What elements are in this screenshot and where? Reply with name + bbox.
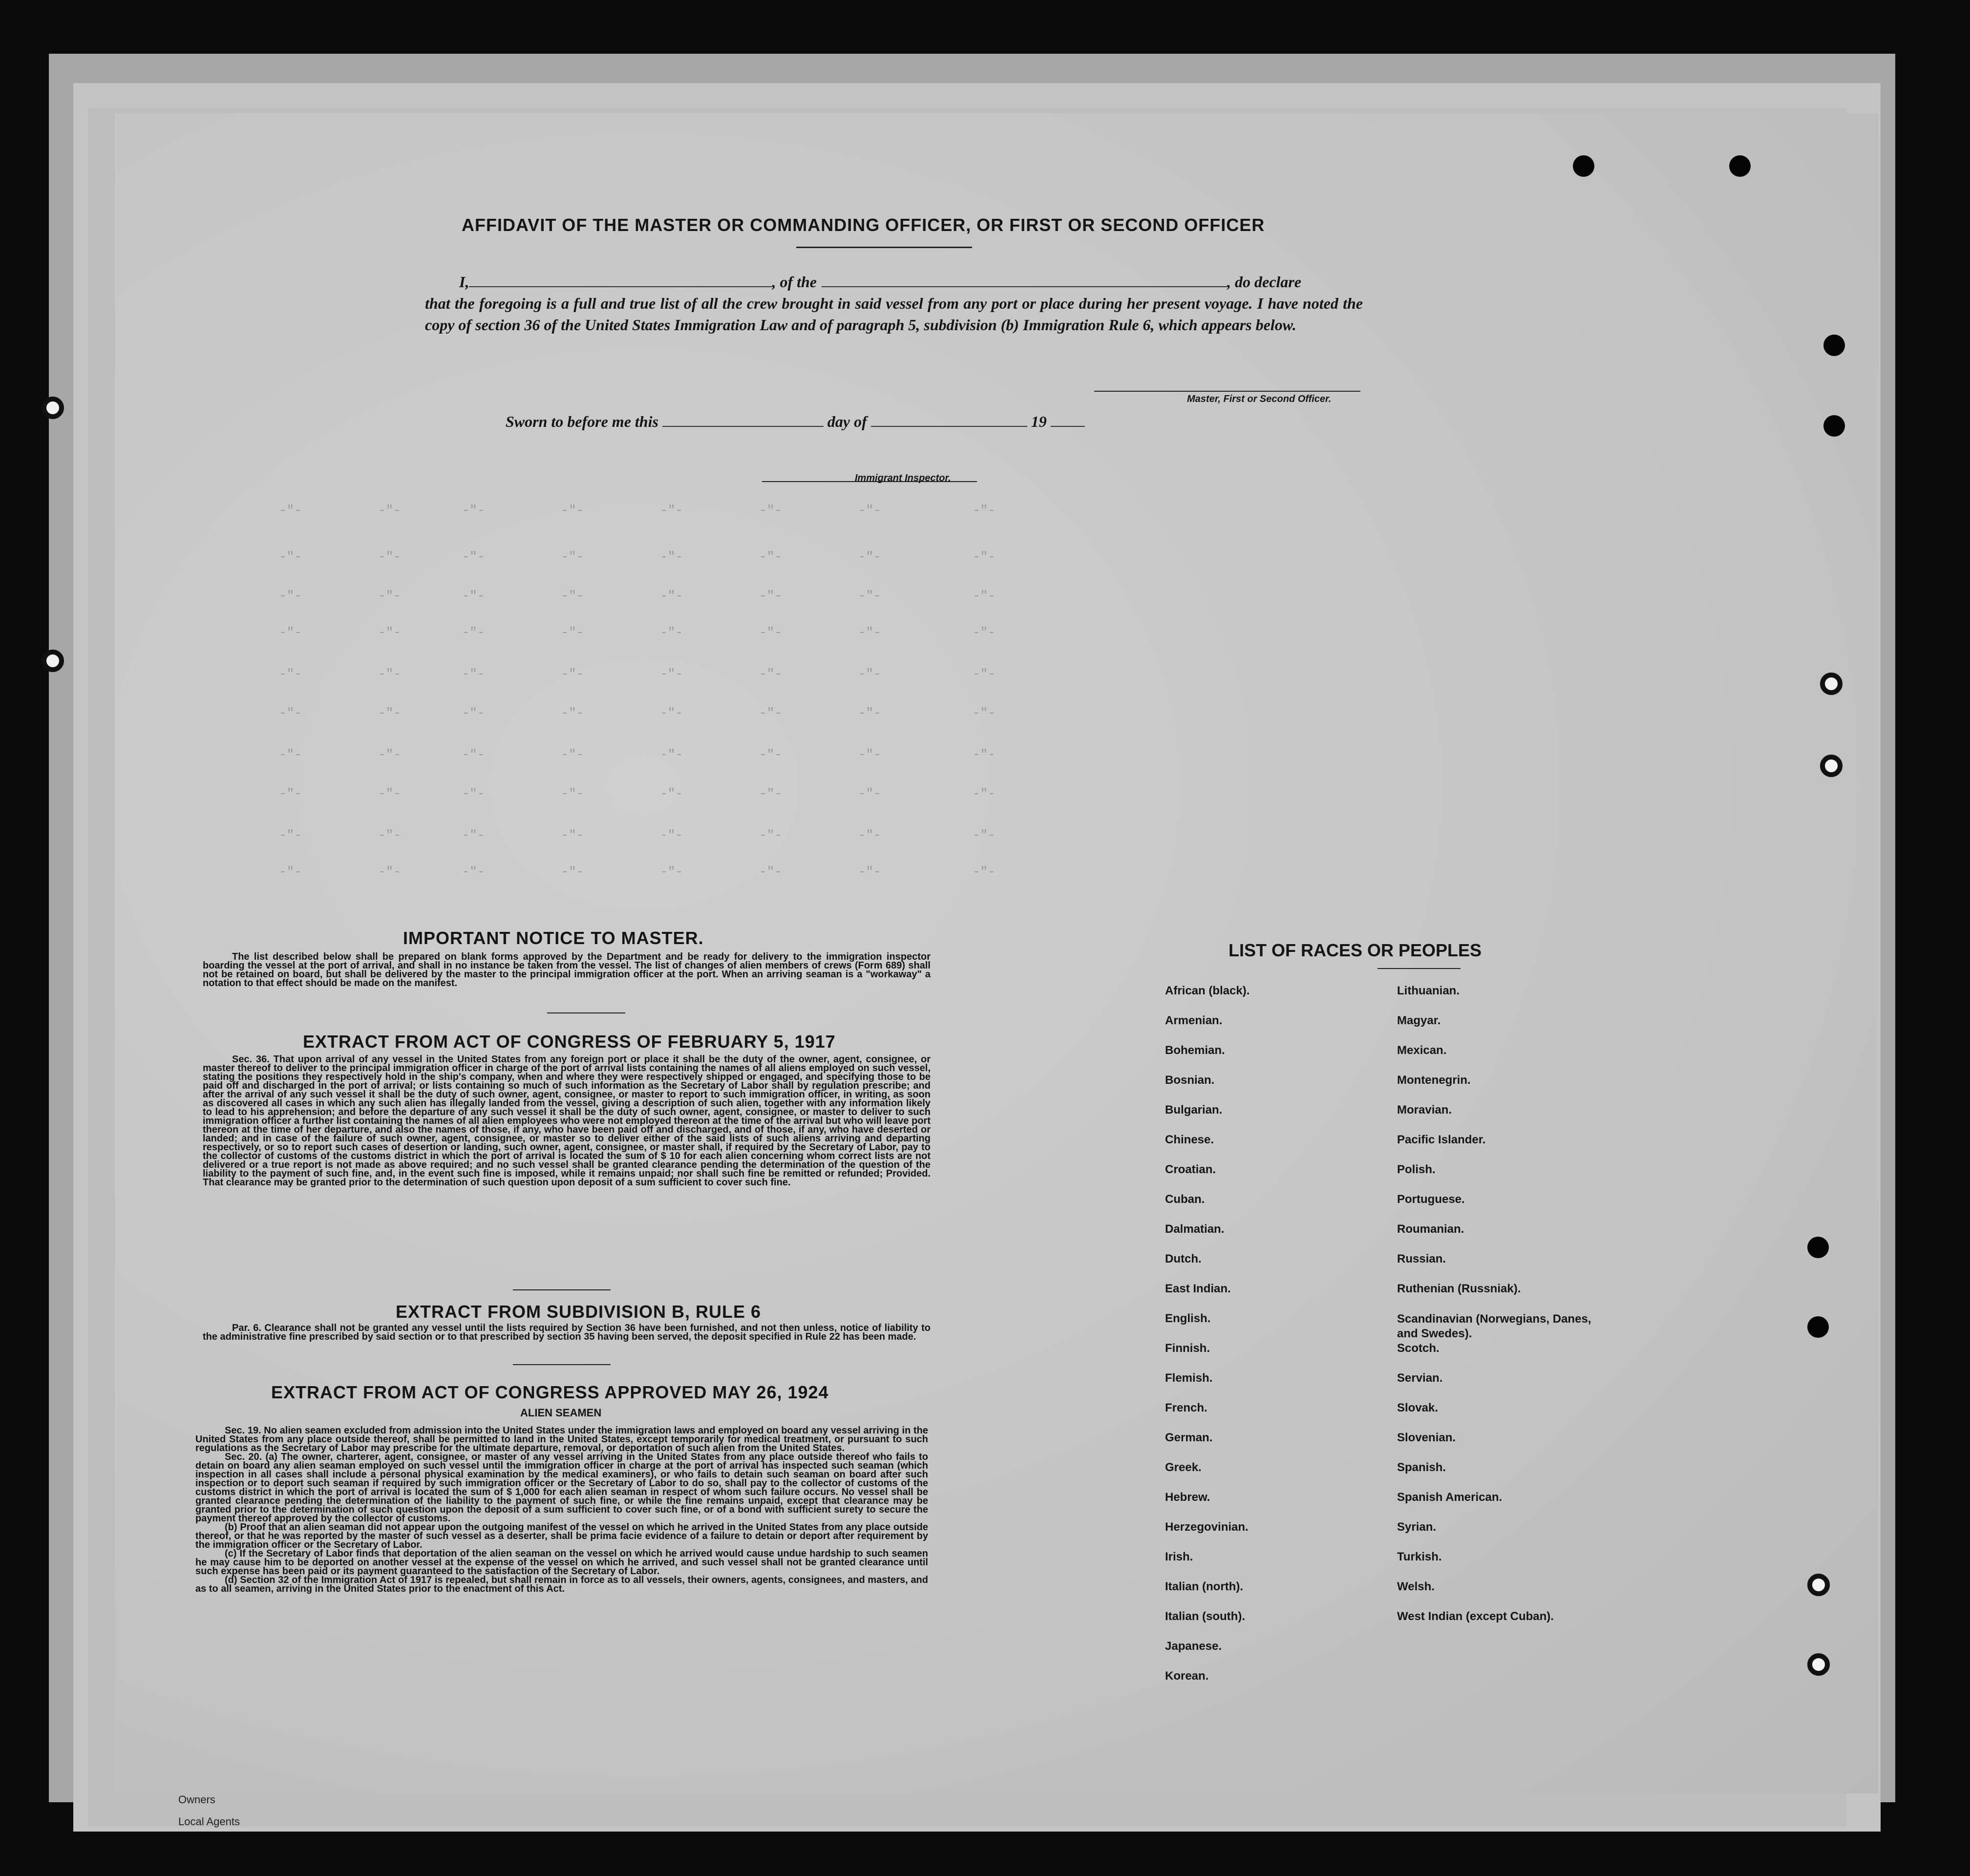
bleed-through-row: -"- -"- -"- -"- -"- -"- -"- -"-: [264, 706, 996, 720]
race-item: Croatian.: [1165, 1163, 1216, 1176]
race-item: Spanish American.: [1397, 1491, 1503, 1504]
bleed-through-row: -"- -"- -"- -"- -"- -"- -"- -"-: [264, 828, 996, 843]
race-item: Polish.: [1397, 1163, 1436, 1176]
signature-label: Master, First or Second Officer.: [1187, 394, 1332, 404]
sworn-line: [506, 413, 1085, 431]
divider: [796, 247, 972, 248]
bleed-through-row: -"- -"- -"- -"- -"- -"- -"- -"-: [264, 864, 996, 879]
punch-hole: [42, 397, 64, 419]
race-item: Spanish.: [1397, 1461, 1446, 1474]
race-item: Hebrew.: [1165, 1491, 1210, 1504]
race-item: Ruthenian (Russniak).: [1397, 1282, 1521, 1295]
punch-hole: [1807, 1574, 1830, 1596]
punch-hole: [1729, 155, 1751, 177]
declare-i-text: I,: [459, 273, 469, 291]
race-item: Dutch.: [1165, 1252, 1202, 1265]
divider: [1377, 968, 1461, 969]
year-blank[interactable]: [1051, 416, 1085, 427]
name-blank[interactable]: [469, 276, 772, 287]
race-item: Mexican.: [1397, 1044, 1447, 1057]
extract-1924-title: EXTRACT FROM ACT OF CONGRESS APPROVED MAY 26, 1924: [271, 1382, 829, 1402]
affidavit-declaration: [425, 271, 1363, 336]
notice-title: IMPORTANT NOTICE TO MASTER.: [403, 928, 704, 948]
race-item: Scandinavian (Norwegians, Danes, and Swedes).: [1397, 1312, 1591, 1340]
month-blank[interactable]: [871, 416, 1027, 427]
sworn-year-label: 19: [1031, 413, 1047, 430]
races-column-2: [1397, 984, 1602, 1640]
race-item: Bulgarian.: [1165, 1103, 1223, 1117]
sworn-day-label: day of: [827, 413, 867, 430]
day-blank[interactable]: [662, 416, 824, 427]
race-item: French.: [1165, 1401, 1207, 1414]
race-item: Scotch.: [1397, 1342, 1440, 1355]
signature-line[interactable]: [1094, 391, 1360, 392]
alien-seamen-subtitle: ALIEN SEAMEN: [520, 1407, 602, 1419]
bleed-through-row: -"- -"- -"- -"- -"- -"- -"- -"-: [264, 589, 996, 603]
punch-hole: [1573, 155, 1594, 177]
rule6-text: Par. 6. Clearance shall not be granted any vessel until the lists required by Section 36 have been furnished, and not then unless, notice of liability to the administrative fine prescribed by said section or to that prescribed by section 35 having been served, the deposit specified in Rule 22 has been made.: [203, 1323, 931, 1342]
races-column-1: [1165, 984, 1250, 1699]
punch-hole: [1823, 335, 1845, 356]
bleed-through-row: -"- -"- -"- -"- -"- -"- -"- -"-: [264, 625, 996, 640]
race-item: African (black).: [1165, 984, 1250, 997]
punch-hole: [1823, 415, 1845, 437]
race-item: Welsh.: [1397, 1580, 1435, 1593]
race-item: German.: [1165, 1431, 1213, 1444]
race-item: Portuguese.: [1397, 1193, 1465, 1206]
local-agents-label: Local Agents: [178, 1815, 240, 1828]
divider: [513, 1289, 611, 1290]
race-item: Magyar.: [1397, 1014, 1441, 1027]
bleed-through-row: -"- -"- -"- -"- -"- -"- -"- -"-: [264, 786, 996, 801]
race-item: Greek.: [1165, 1461, 1202, 1474]
extract-1924-text: Sec. 19. No alien seamen excluded from admission into the United States under the immigration laws and employed on board any vessel arriving in the United States from any place outside thereof, shall be permitted to land in the United States, except temporarily for medical treatment, or pursuant to such regulations as the Secretary of Labor may prescribe for the ultimate departure, removal, or deportation of such alien from the United States. Sec. 20. (a) The owner, charterer, agent, consignee, or master of any vessel arriving in the United States from any place outside thereof who fails to detain on board any alien seaman employed on such vessel until the immigration officer in charge at the port of arrival has inspected such seaman (which inspection in all cases shall include a personal physical examination by the medical examiners), or who fails to detain such seaman on board after such inspection or to deport such seaman if required by such immigration officer or the Secretary of Labor to do so, shall pay to the collector of customs of the customs district in which the port of arrival is located the sum of $ 1,000 for each alien seaman in respect of whom such failure occurs. No vessel shall be granted clearance pending the determination of the liability to the payment of such fine, or while the fine remains unpaid, except that clearance may be granted prior to the determination of such question upon the deposit of a sum sufficient to cover such fine, or of a bond with sufficient surety to secure the payment thereof approved by the collector of customs. (b) Proof that an alien seaman did not appear upon the outgoing manifest of the vessel on which he arrived in the United States from any place outside thereof, or that he was reported by the master of such vessel as a deserter, shall be prima facie evidence of a failure to detain or deport after requirement by the immigration officer or the Secretary of Labor. (c) If the Secretary of Labor finds that deportation of the alien seaman on the vessel on which he arrived would cause undue hardship to such seamen he may cause him to be deported on another vessel at the expense of the vessel on which he arrived, and such vessel shall not be granted clearance until such expense has been paid or its payment guaranteed to the satisfaction of the Secretary of Labor. (d) Section 32 of the Immigration Act of 1917 is repealed, but shall remain in force as to all vessels, their owners, agents, consignees, and masters, and as to all seamen, arriving in the United States prior to the enactment of this Act.: [195, 1425, 928, 1594]
bleed-through-row: -"- -"- -"- -"- -"- -"- -"- -"-: [264, 667, 996, 681]
race-item: Cuban.: [1165, 1193, 1205, 1206]
declaration-body: that the foregoing is a full and true list of all the crew brought in said vessel from any port or place during her present voyage. I have noted the copy of section 36 of the United States Immigration Law and of paragraph 5, subdivision (b) Immigration Rule 6, which appears below.: [425, 295, 1363, 334]
inspector-label: Immigrant Inspector.: [855, 473, 951, 484]
race-item: West Indian (except Cuban).: [1397, 1610, 1554, 1623]
race-item: Syrian.: [1397, 1520, 1437, 1534]
divider: [547, 1012, 625, 1013]
race-item: Montenegrin.: [1397, 1074, 1471, 1087]
punch-hole: [1807, 1653, 1830, 1676]
bleed-through-row: -"- -"- -"- -"- -"- -"- -"- -"-: [264, 503, 996, 518]
race-item: Moravian.: [1397, 1103, 1452, 1117]
punch-hole: [1820, 755, 1843, 777]
notice-text: The list described below shall be prepared on blank forms approved by the Department and be ready for delivery to the immigration inspector boarding the vessel at the port of arrival, and shall in no instance be taken from the vessel. The list of changes of alien members of crews (Form 689) shall not be retained on board, but shall be delivered by the master to the principal immigration officer at the port. When an arriving seaman is a "workaway" a notation to that effect should be made on the manifest.: [203, 951, 931, 989]
races-title: LIST OF RACES OR PEOPLES: [1229, 940, 1482, 960]
race-item: Servian.: [1397, 1371, 1443, 1385]
race-item: Roumanian.: [1397, 1223, 1464, 1236]
race-item: Bosnian.: [1165, 1074, 1215, 1087]
divider: [513, 1364, 611, 1365]
race-item: Pacific Islander.: [1397, 1133, 1486, 1146]
race-item: Finnish.: [1165, 1342, 1210, 1355]
extract-1917-text: Sec. 36. That upon arrival of any vessel in the United States from any foreign port or place it shall be the duty of the owner, agent, consignee, or master thereof to deliver to the principal immigration officer in charge of the port of arrival lists containing the names of all aliens employed on such vessel, stating the positions they respectively hold in the ship's company, when and where they were respectively shipped or engaged, and specifying those to be paid off and discharged in the port of arrival; or lists containing so much of such information as the Secretary of Labor shall by regulation prescribe; and after the arrival of any such vessel it shall be the duty of such owner, agent, consignee, or master to report to such immigration officer, in writing, as soon as discovered all cases in which any such alien has illegally landed from the vessel, giving a description of such alien, together with any information likely to lead to his apprehension; and before the departure of any such vessel it shall be the duty of such owner, agent, consignee, or master to deliver to such immigration officer a further list containing the names of all alien employees who were not employed thereon at the time of the arrival but who will leave port thereon at the time of her departure, and also the names of those, if any, who have been paid off and discharged, and of those, if any, who have deserted or landed; and in case of the failure of such owner, agent, consignee, or master so to deliver either of the said lists of such aliens arriving and departing respectively, or so to report such cases of desertion or landing, such owner, agent, consignee, or master shall, if required by the Secretary of Labor, pay to the collector of customs of the customs district in which the port of arrival is located the sum of $ 10 for each alien concerning whom correct lists are not delivered or a true report is not made as above required; and no such vessel shall be granted clearance pending the determination of the question of the liability to the payment of such fine, and, in the event such fine is imposed, while it remains unpaid; nor shall such fine be remitted or refunded; Provided. That clearance may be granted prior to the determination of such question upon deposit of a sum sufficient to cover such fine.: [203, 1054, 931, 1188]
race-item: Korean.: [1165, 1669, 1209, 1683]
race-item: Russian.: [1397, 1252, 1446, 1265]
extract-1917-title: EXTRACT FROM ACT OF CONGRESS OF FEBRUARY 5, 1917: [303, 1032, 836, 1052]
race-item: Slovak.: [1397, 1401, 1439, 1414]
declaration-line: [425, 271, 1363, 293]
race-item: Lithuanian.: [1397, 984, 1460, 997]
race-item: Japanese.: [1165, 1640, 1222, 1653]
sworn-prefix: Sworn to before me this: [506, 413, 658, 430]
declare-of-text: , of the: [772, 273, 817, 291]
race-item: Armenian.: [1165, 1014, 1223, 1027]
race-item: Italian (north).: [1165, 1580, 1243, 1593]
race-item: East Indian.: [1165, 1282, 1231, 1295]
race-item: Bohemian.: [1165, 1044, 1225, 1057]
bleed-through-row: -"- -"- -"- -"- -"- -"- -"- -"-: [264, 747, 996, 762]
affidavit-title: AFFIDAVIT OF THE MASTER OR COMMANDING OFFICER, OR FIRST OR SECOND OFFICER: [462, 215, 1265, 235]
bleed-through-row: -"- -"- -"- -"- -"- -"- -"- -"-: [264, 549, 996, 564]
owners-label: Owners: [178, 1793, 215, 1806]
punch-hole: [1807, 1237, 1829, 1258]
race-item: Herzegovinian.: [1165, 1520, 1249, 1534]
vessel-blank[interactable]: [822, 276, 1227, 287]
race-item: Slovenian.: [1397, 1431, 1456, 1444]
race-item: Italian (south).: [1165, 1610, 1245, 1623]
punch-hole: [1820, 673, 1843, 695]
punch-hole: [42, 650, 64, 672]
race-item: Flemish.: [1165, 1371, 1213, 1385]
race-item: Dalmatian.: [1165, 1223, 1225, 1236]
race-item: Irish.: [1165, 1550, 1193, 1563]
declare-do-text: , do declare: [1227, 273, 1301, 291]
race-item: English.: [1165, 1312, 1211, 1325]
rule6-title: EXTRACT FROM SUBDIVISION B, RULE 6: [396, 1302, 762, 1322]
race-item: Chinese.: [1165, 1133, 1214, 1146]
punch-hole: [1807, 1316, 1829, 1338]
underlying-sheet-labels: [178, 1789, 240, 1833]
race-item: Turkish.: [1397, 1550, 1442, 1563]
